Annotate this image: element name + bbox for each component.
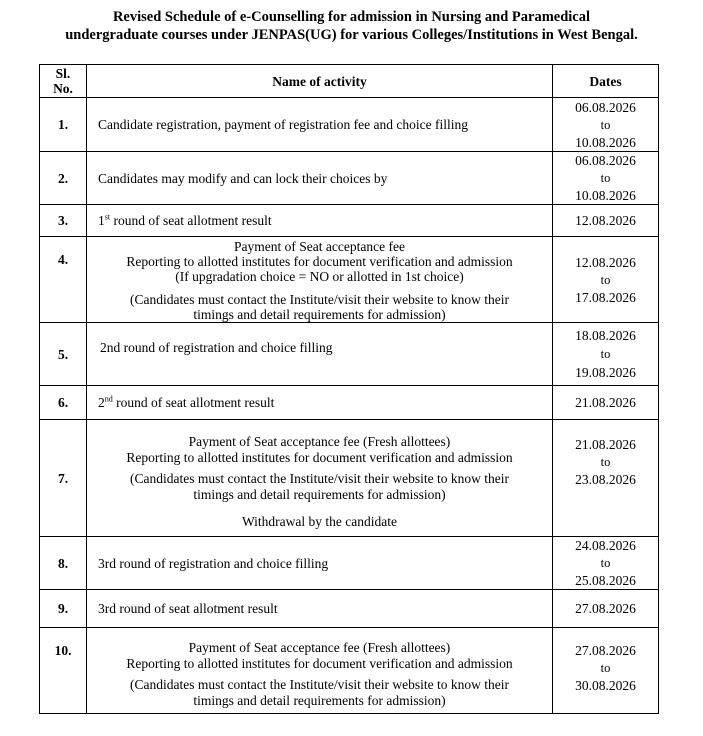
table-row [40, 323, 659, 386]
row-activity: Payment of Seat acceptance fee (Fresh allottees) Reporting to allotted institutes for document verification and admission (Candidates must contact the Institute/visit their website to know their timings and detail requirements for admission) Withdrawal by the candidate [87, 420, 553, 537]
row-activity: Candidate registration, payment of registration fee and choice filling [87, 98, 553, 152]
row-dates: 06.08.2026 to 10.08.2026 [553, 152, 659, 205]
table-row [40, 420, 659, 537]
row-activity: 3rd round of registration and choice filling [87, 537, 553, 590]
row-dates: 12.08.2026 [553, 205, 659, 237]
title-line-1: Revised Schedule of e-Counselling for admission in Nursing and Paramedical [112, 9, 591, 25]
header-sl-no: Sl. No. [40, 65, 87, 98]
header-activity: Name of activity [87, 65, 553, 98]
title-line-2: undergraduate courses under JENPAS(UG) for various Colleges/Institutions in West Bengal. [65, 27, 638, 43]
row-sl-no: 2. [40, 152, 87, 205]
table-row [40, 237, 659, 323]
row-activity: Payment of Seat acceptance fee Reporting to allotted institutes for document verification and admission (If upgradation choice = NO or allotted in 1st choice) (Candidates must contact the Institute/visit their website to know their timings and detail requirements for admission) [87, 237, 553, 323]
row-sl-no: 9. [40, 590, 87, 628]
row-dates: 24.08.2026 to 25.08.2026 [553, 537, 659, 590]
table-row [40, 628, 659, 714]
row-dates: 27.08.2026 to 30.08.2026 [553, 628, 659, 714]
row-sl-no: 5. [40, 323, 87, 386]
header-dates: Dates [553, 65, 659, 98]
row-sl-no: 1. [40, 98, 87, 152]
row-sl-no: 4. [40, 237, 87, 323]
row-dates: 21.08.2026 to 23.08.2026 [553, 420, 659, 537]
row-activity: 3rd round of seat allotment result [87, 590, 553, 628]
row-dates: 06.08.2026 to 10.08.2026 [553, 98, 659, 152]
row-activity: 2nd round of seat allotment result [87, 386, 553, 420]
row-dates: 12.08.2026 to 17.08.2026 [553, 237, 659, 323]
row-activity: 2nd round of registration and choice filling [87, 323, 553, 386]
row-sl-no: 8. [40, 537, 87, 590]
row-dates: 21.08.2026 [553, 386, 659, 420]
row-dates: 27.08.2026 [553, 590, 659, 628]
page-title [0, 8, 703, 44]
table-row [40, 98, 659, 152]
row-sl-no: 3. [40, 205, 87, 237]
row-activity: Candidates may modify and can lock their choices by [87, 152, 553, 205]
table-row [40, 205, 659, 237]
table-row [40, 537, 659, 590]
row-dates: 18.08.2026 to 19.08.2026 [553, 323, 659, 386]
row-sl-no: 7. [40, 420, 87, 537]
row-activity: 1st round of seat allotment result [87, 205, 553, 237]
table-row [40, 590, 659, 628]
schedule-table [39, 64, 659, 714]
table-header-row [40, 65, 659, 98]
table-row [40, 386, 659, 420]
row-sl-no: 10. [40, 628, 87, 714]
row-sl-no: 6. [40, 386, 87, 420]
table-row [40, 152, 659, 205]
row-activity: Payment of Seat acceptance fee (Fresh allottees) Reporting to allotted institutes for document verification and admission (Candidates must contact the Institute/visit their website to know their timings and detail requirements for admission) [87, 628, 553, 714]
